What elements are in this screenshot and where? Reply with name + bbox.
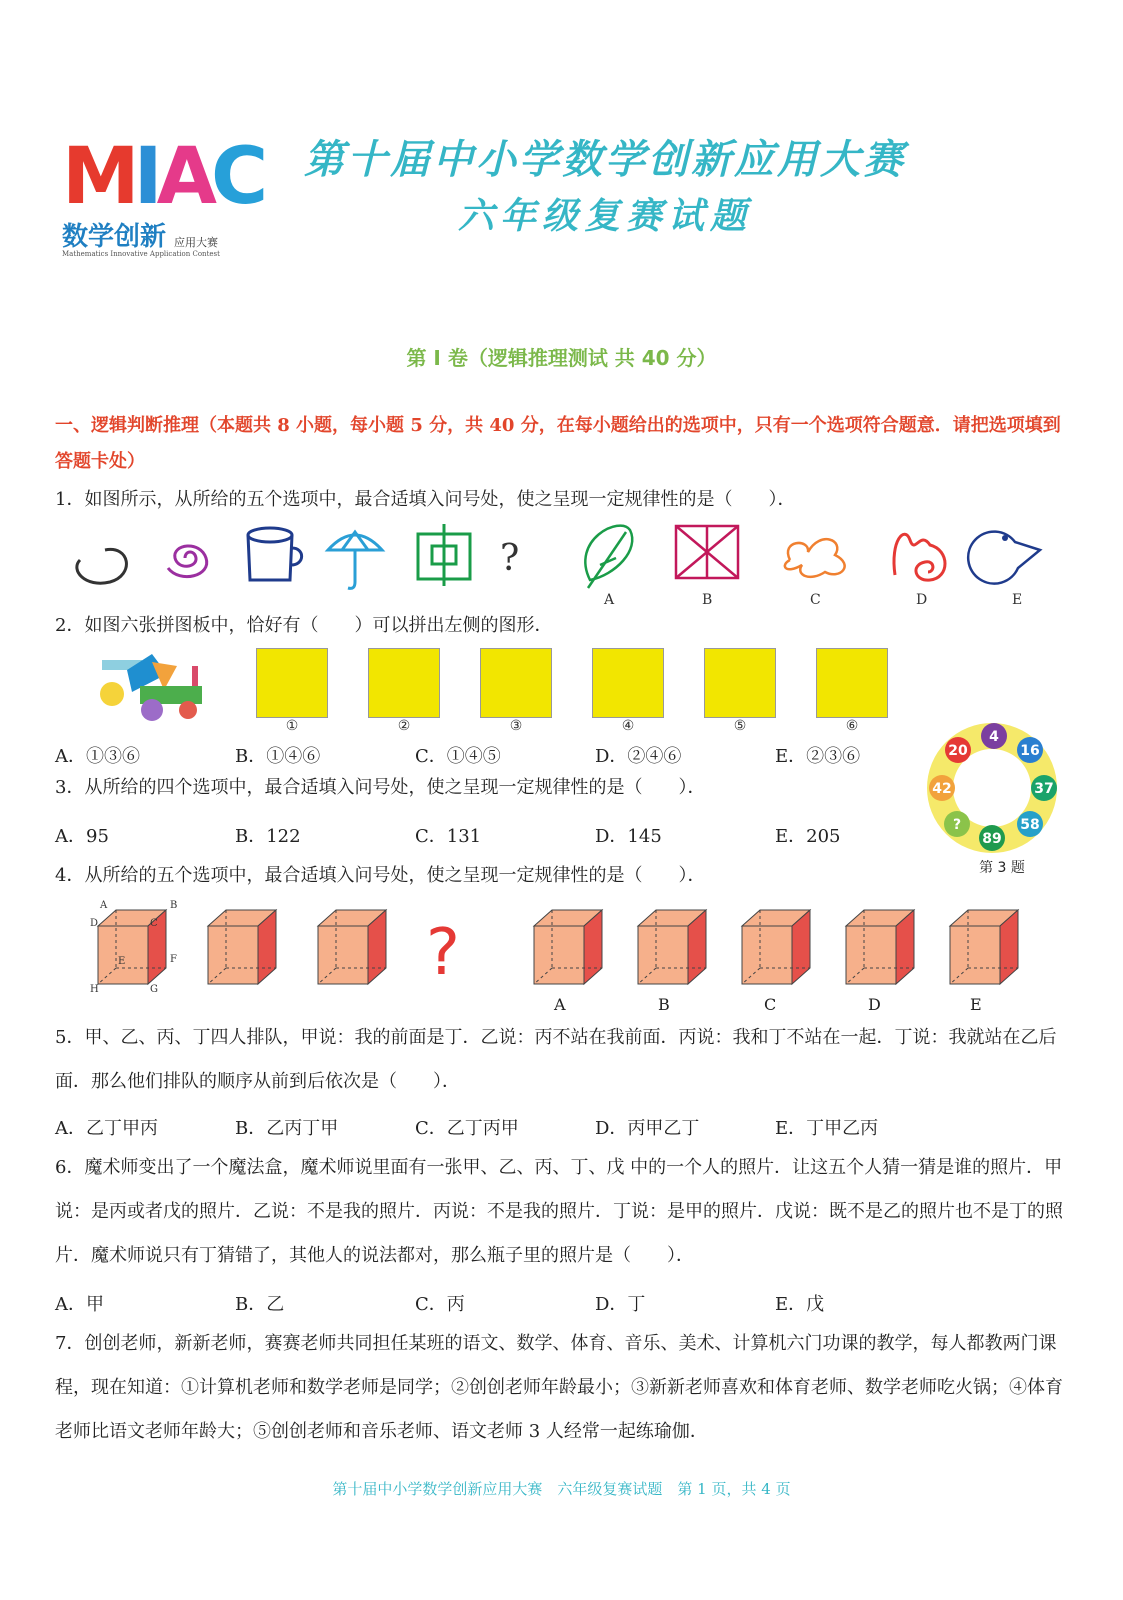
question-1-text: 1．如图所示，从所给的五个选项中，最合适填入问号处，使之呈现一定规律性的是（ ）． [55, 489, 796, 510]
svg-text:F: F [170, 954, 177, 965]
svg-text:E: E [118, 956, 126, 967]
q6-option-c[interactable]: C．丙 [415, 1294, 465, 1315]
ring-n-3: 37 [1034, 781, 1054, 797]
q1-shape-zhong [418, 524, 470, 586]
question-3-text: 3．从所给的四个选项中，最合适填入问号处，使之呈现一定规律性的是（ ）． [55, 777, 706, 798]
q5-option-b[interactable]: B．乙丙丁甲 [235, 1118, 339, 1139]
page-footer: 第十届中小学数学创新应用大赛 六年级复赛试题 第 1 页，共 4 页 [332, 1480, 791, 1498]
logo-letters: MIAC [62, 132, 263, 222]
q4-label-c: C [764, 995, 777, 1014]
q6-option-d[interactable]: D．丁 [595, 1294, 646, 1315]
q4-question-mark: ? [426, 916, 460, 990]
q1-label-a: A [604, 592, 615, 608]
q1-label-e: E [1012, 592, 1023, 608]
ring-n-5: 89 [982, 831, 1002, 847]
page-subtitle: 六年级复赛试题 [457, 195, 752, 237]
q2-piece-2: ② [368, 648, 440, 734]
q1-label-c: C [810, 592, 821, 608]
q2-option-e[interactable]: E．②③⑥ [775, 746, 861, 767]
q4-cube-option-d [846, 910, 914, 984]
svg-text:H: H [90, 984, 99, 995]
q1-shape-cup [248, 528, 302, 580]
q2-options [55, 742, 1055, 768]
q2-piece-1: ① [256, 648, 328, 734]
section-title: 第 I 卷（逻辑推理测试 共 40 分） [406, 346, 717, 370]
svg-text:B: B [170, 900, 178, 911]
q4-label-e: E [970, 995, 982, 1014]
q2-option-b[interactable]: B．①④⑥ [235, 746, 321, 767]
q6-options [55, 1290, 1055, 1316]
question-4-figure [88, 896, 1048, 1016]
q2-option-d[interactable]: D．②④⑥ [595, 746, 682, 767]
q3-option-b[interactable]: B．122 [235, 826, 301, 847]
q6-option-a[interactable]: A．甲 [55, 1294, 104, 1315]
q1-label-b: B [702, 592, 713, 608]
ring-n-7: 42 [932, 781, 952, 797]
svg-text:C: C [150, 918, 158, 929]
q2-option-c[interactable]: C．①④⑤ [415, 746, 501, 767]
q1-label-d: D [916, 592, 928, 608]
q4-label-d: D [868, 995, 881, 1014]
ring-n-6: ? [952, 817, 962, 833]
question-4-text: 4．从所给的五个选项中，最合适填入问号处，使之呈现一定规律性的是（ ）． [55, 865, 706, 886]
q1-option-c-shape [785, 539, 845, 577]
q3-option-e[interactable]: E．205 [775, 826, 841, 847]
q5-options [55, 1114, 1055, 1140]
q4-label-a: A [554, 995, 566, 1014]
logo-cn: 数学创新 [62, 222, 167, 252]
q3-caption: 第 3 题 [979, 860, 1025, 876]
svg-text:D: D [90, 918, 99, 929]
q2-piece-5: ⑤ [704, 648, 776, 734]
question-7-text: 7．创创老师，新新老师，赛赛老师共同担任某班的语文、数学、体育、音乐、美术、计算机六门功课的教学，每人都教两门课程，现在知道：①计算机老师和数学老师是同学；②创创老师年龄最小；③新新老师喜欢和体育老师、数学老师吃火锅；④体育老师比语文老师年龄大；⑤创创老师和音乐老师、语文老师 3 人经常一起练瑜伽． [55, 1333, 1063, 1442]
ring-n-2: 16 [1020, 743, 1040, 759]
ring-n-4: 58 [1020, 817, 1040, 833]
q4-cube-option-e [950, 910, 1018, 984]
q1-option-d-snail [894, 534, 945, 580]
ring-n-8: 20 [948, 743, 968, 759]
q1-shape-umbrella [328, 532, 382, 588]
question-1-figure [60, 520, 1060, 610]
q2-option-a[interactable]: A．①③⑥ [55, 746, 140, 767]
logo-sub: 应用大赛 [174, 236, 218, 249]
q4-label-b: B [658, 995, 670, 1014]
q1-shape-swirl [77, 549, 127, 583]
q4-cube-3 [318, 910, 386, 984]
q2-piece-4: ④ [592, 648, 664, 734]
part-heading: 一、逻辑判断推理（本题共 8 小题，每小题 5 分，共 40 分，在每小题给出的选项中，只有一个选项符合题意．请把选项填到答题卡处） [55, 415, 1061, 472]
logo-en: Mathematics Innovative Application Contest [62, 250, 220, 258]
q1-question-mark: ? [500, 538, 520, 579]
q2-target-figure [92, 652, 212, 722]
q6-option-b[interactable]: B．乙 [235, 1294, 285, 1315]
q1-option-b-box [676, 526, 738, 578]
svg-text:A: A [100, 900, 108, 911]
q2-piece-6: ⑥ [816, 648, 888, 734]
question-6-text: 6．魔术师变出了一个魔法盒，魔术师说里面有一张甲、乙、丙、丁、戊 中的一个人的照片．让这五个人猜一猜是谁的照片．甲说：是丙或者戊的照片．乙说：不是我的照片．丙说：不是我的照片．丁说：是甲的照片．戊说：既不是乙的照片也不是丁的照片．魔术师说只有丁猜错了，其他人的说法都对，那么瓶子里的照片是（ ）． [55, 1157, 1063, 1266]
q4-cube-option-c [742, 910, 810, 984]
q4-cube-option-b [638, 910, 706, 984]
q3-option-c[interactable]: C．131 [415, 826, 482, 847]
q4-cube-option-a [534, 910, 602, 984]
q5-option-a[interactable]: A．乙丁甲丙 [55, 1118, 158, 1139]
q6-option-e[interactable]: E．戊 [775, 1294, 825, 1315]
contest-logo [62, 132, 263, 268]
q3-options [55, 822, 1055, 848]
q5-option-d[interactable]: D．丙甲乙丁 [595, 1118, 700, 1139]
question-5-text: 5．甲、乙、丙、丁四人排队，甲说：我的前面是丁．乙说：丙不站在我前面．丙说：我和丁不站在一起．丁说：我就站在乙后面．那么他们排队的顺序从前到后依次是（ ）． [55, 1027, 1057, 1092]
ring-n-1: 4 [989, 729, 999, 745]
question-2-text: 2．如图六张拼图板中，恰好有（ ）可以拼出左侧的图形． [55, 615, 553, 636]
q2-piece-3: ③ [480, 648, 552, 734]
q4-cube-2 [208, 910, 276, 984]
svg-text:G: G [150, 984, 158, 995]
page-title: 第十届中小学数学创新应用大赛 [304, 136, 906, 183]
q5-option-c[interactable]: C．乙丁丙甲 [415, 1118, 519, 1139]
q1-shape-spiral [168, 546, 207, 577]
q2-pieces [256, 648, 888, 734]
q3-option-a[interactable]: A．95 [55, 826, 109, 847]
q3-option-d[interactable]: D．145 [595, 826, 662, 847]
q5-option-e[interactable]: E．丁甲乙丙 [775, 1118, 879, 1139]
q1-option-a-leaf [585, 526, 632, 588]
